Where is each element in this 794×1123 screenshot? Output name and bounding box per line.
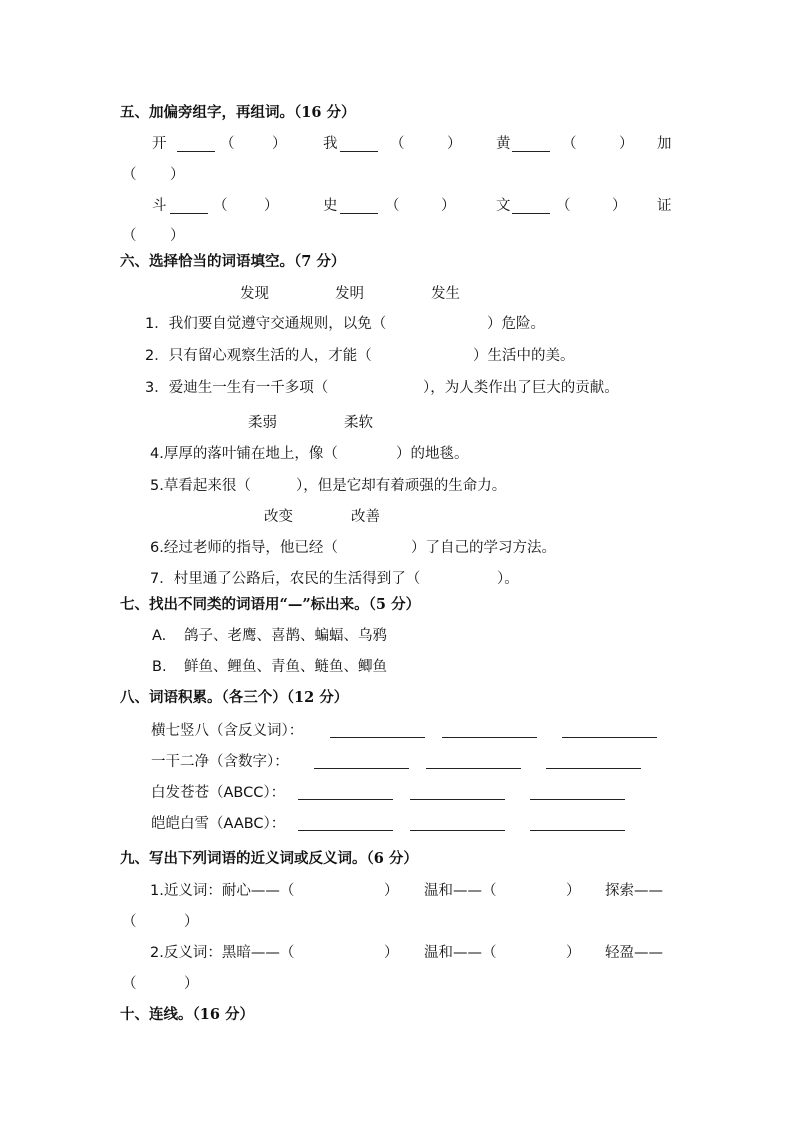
question-4-text-end: ）的地毯。 <box>396 446 469 462</box>
paren-close: ） <box>184 976 199 992</box>
section-6-title: 六、选择恰当的词语填空。（7 分） <box>120 253 346 270</box>
answer-line[interactable] <box>562 737 657 738</box>
question-5-text-end: ），但是它却有着顽强的生命力。 <box>296 478 507 494</box>
answer-line[interactable] <box>314 768 409 769</box>
paren-close: ） <box>170 228 185 244</box>
paren-open: （ <box>385 198 400 214</box>
paren-open: （ <box>122 228 137 244</box>
char-zheng: 证 <box>657 198 672 214</box>
char-kai: 开 <box>152 136 167 152</box>
paren-close: ） <box>272 136 287 152</box>
question-7-text-end: ）。 <box>497 571 519 587</box>
question-1-text: 1．我们要自觉遵守交通规则，以免（ <box>145 316 387 332</box>
paren-close: ） <box>612 198 627 214</box>
paren-open: （ <box>122 914 137 930</box>
question-3-text-end: ），为人类作出了巨大的贡献。 <box>423 380 619 396</box>
char-wo: 我 <box>323 136 338 152</box>
answer-line[interactable] <box>298 799 393 800</box>
synonym-word: 探索—— <box>605 883 663 899</box>
option-b-label: B. <box>152 659 167 675</box>
section-9-title: 九、写出下列词语的近义词或反义词。（6 分） <box>120 850 418 867</box>
answer-line[interactable] <box>298 830 393 831</box>
word-option: 发明 <box>335 286 364 302</box>
option-b-words[interactable]: 鲜鱼、鲤鱼、青鱼、鲢鱼、鲫鱼 <box>184 659 387 675</box>
paren-close: ） <box>264 198 279 214</box>
paren-open: （ <box>562 136 577 152</box>
paren-close: ） <box>384 945 399 961</box>
section-8-title: 八、词语积累。（各三个）（12 分） <box>120 689 349 706</box>
accumulation-3-label: 白发苍苍（ABCC）： <box>151 785 286 801</box>
char-wen: 文 <box>496 198 511 214</box>
accumulation-4-label: 皑皑白雪（AABC）： <box>151 816 286 832</box>
question-6-text: 6.经过老师的指导，他已经（ <box>150 540 338 556</box>
antonym-intro: 2.反义词：黑暗——（ <box>150 945 295 961</box>
answer-line[interactable] <box>546 768 641 769</box>
blank-wen[interactable] <box>512 213 550 214</box>
paren-close: ） <box>384 883 399 899</box>
question-7-text: 7．村里通了公路后，农民的生活得到了（ <box>150 571 421 587</box>
answer-line[interactable] <box>410 830 505 831</box>
word-option: 柔弱 <box>248 415 277 431</box>
char-shi: 史 <box>323 198 338 214</box>
paren-close: ） <box>619 136 634 152</box>
accumulation-1-label: 横七竖八（含反义词）： <box>151 723 304 739</box>
blank-kai[interactable] <box>177 151 215 152</box>
antonym-word: 轻盈—— <box>605 945 663 961</box>
section-5-title: 五、加偏旁组字，再组词。（16 分） <box>120 104 356 121</box>
blank-huang[interactable] <box>512 151 550 152</box>
paren-open: （ <box>220 136 235 152</box>
word-option: 发现 <box>240 286 269 302</box>
blank-shi[interactable] <box>340 213 378 214</box>
word-option: 改善 <box>351 509 380 525</box>
answer-line[interactable] <box>410 799 505 800</box>
section-7-title: 七、找出不同类的词语用“—”标出来。（5 分） <box>120 596 421 613</box>
answer-line[interactable] <box>530 799 625 800</box>
option-a-label: A. <box>152 628 167 644</box>
word-option: 改变 <box>264 509 293 525</box>
question-1-text-end: ）危险。 <box>487 316 545 332</box>
synonym-word: 温和——（ <box>424 883 497 899</box>
paren-close: ） <box>447 136 462 152</box>
question-5-text: 5.草看起来很（ <box>150 478 251 494</box>
paren-open: （ <box>213 198 228 214</box>
blank-wo[interactable] <box>340 151 378 152</box>
paren-close: ） <box>184 914 199 930</box>
antonym-word: 温和——（ <box>424 945 497 961</box>
question-4-text: 4.厚厚的落叶铺在地上，像（ <box>150 446 338 462</box>
paren-close: ） <box>566 883 581 899</box>
accumulation-2-label: 一干二净（含数字）： <box>151 754 289 770</box>
section-10-title: 十、连线。（16 分） <box>120 1006 254 1023</box>
answer-line[interactable] <box>426 768 521 769</box>
paren-close: ） <box>170 167 185 183</box>
answer-line[interactable] <box>442 737 537 738</box>
paren-close: ） <box>441 198 456 214</box>
question-2-text: 2．只有留心观察生活的人，才能（ <box>145 348 372 364</box>
question-6-text-end: ）了自己的学习方法。 <box>411 540 556 556</box>
paren-open: （ <box>122 167 137 183</box>
char-jia: 加 <box>657 136 672 152</box>
word-option: 发生 <box>431 286 460 302</box>
question-3-text: 3．爱迪生一生有一千多项（ <box>145 380 329 396</box>
question-2-text-end: ）生活中的美。 <box>473 348 575 364</box>
answer-line[interactable] <box>330 737 425 738</box>
option-a-words[interactable]: 鸽子、老鹰、喜鹊、蝙蝠、乌鸦 <box>184 628 387 644</box>
char-dou: 斗 <box>152 198 167 214</box>
paren-open: （ <box>122 976 137 992</box>
paren-close: ） <box>566 945 581 961</box>
word-option: 柔软 <box>344 415 373 431</box>
synonym-intro: 1.近义词：耐心——（ <box>150 883 295 899</box>
paren-open: （ <box>556 198 571 214</box>
answer-line[interactable] <box>530 830 625 831</box>
blank-dou[interactable] <box>170 213 208 214</box>
paren-open: （ <box>390 136 405 152</box>
char-huang: 黄 <box>496 136 511 152</box>
